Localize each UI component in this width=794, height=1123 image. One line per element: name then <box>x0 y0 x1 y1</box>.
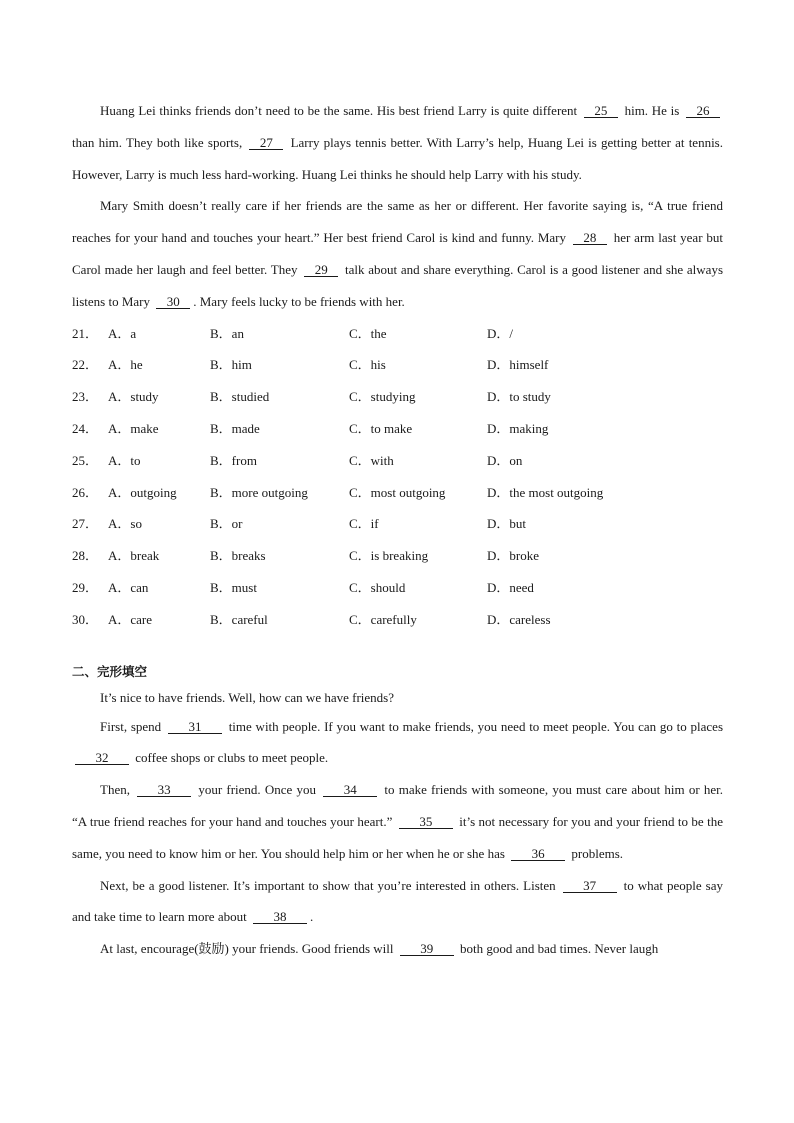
option-a: A．study <box>108 389 159 405</box>
option-c: C．with <box>349 452 394 468</box>
question-number: 26． <box>72 484 99 500</box>
text-span: him. He is <box>620 103 683 118</box>
question-row <box>72 381 723 413</box>
question-row <box>72 413 723 445</box>
option-d: D．but <box>487 516 527 532</box>
option-a: A．to <box>108 452 141 468</box>
question-row <box>72 508 723 540</box>
blank-36: 36 <box>511 846 565 861</box>
question-options-list <box>72 318 723 636</box>
option-d: D．making <box>487 420 549 436</box>
blank-39: 39 <box>400 941 454 956</box>
blank-37: 37 <box>563 878 617 893</box>
blank-31: 31 <box>168 719 222 734</box>
option-c: C．should <box>349 579 406 595</box>
option-c: C．carefully <box>349 611 417 627</box>
text-span: talk about and share everything. Carol is a good listener and she always listens to Mary <box>72 261 723 309</box>
text-span: First, spend <box>100 718 165 734</box>
text-span: than him. They both like sports, <box>72 134 247 150</box>
option-a: A．outgoing <box>108 484 177 500</box>
blank-25: 25 <box>584 103 618 118</box>
option-c: C．studying <box>349 389 416 405</box>
question-number: 24． <box>72 420 99 436</box>
text-span: coffee shops or clubs to meet people. <box>132 750 329 766</box>
passage1-paragraph1 <box>72 95 723 190</box>
question-number: 23． <box>72 389 99 405</box>
blank-28: 28 <box>573 230 607 245</box>
option-d: D．on <box>487 452 523 468</box>
text-span: At last, encourage(鼓励) your friends. Good friends will <box>100 941 397 957</box>
cloze-paragraph1: It’s nice to have friends. Well, how can we have friends? <box>100 689 394 705</box>
option-d: D．/ <box>487 325 514 341</box>
question-row <box>72 572 723 604</box>
option-c: C．if <box>349 516 379 532</box>
text-span: to what people say and take time to learn more about <box>72 877 723 925</box>
option-c: C．the <box>349 325 387 341</box>
option-b: B．or <box>210 516 243 532</box>
cloze-paragraph4 <box>72 870 723 934</box>
option-d: D．careless <box>487 611 551 627</box>
option-b: B．made <box>210 420 260 436</box>
cloze-paragraph5 <box>72 933 723 965</box>
cloze-paragraph3 <box>72 774 723 869</box>
cloze-paragraph2 <box>72 711 723 775</box>
text-span: time with people. If you want to make friends, you need to meet people. You can go to places <box>224 718 724 734</box>
option-d: D．to study <box>487 389 551 405</box>
text-span: both good and bad times. Never laugh <box>456 941 659 957</box>
option-b: B．careful <box>210 611 268 627</box>
option-d: D．the most outgoing <box>487 484 604 500</box>
text-span: Next, be a good listener. It’s important to show that you’re interested in others. Listen <box>100 877 560 893</box>
question-number: 25． <box>72 452 99 468</box>
text-span: to make friends with someone, you must care about him or her. “A true friend reaches for your hand and touches your heart.” <box>72 782 723 829</box>
option-b: B．more outgoing <box>210 484 308 500</box>
option-a: A．can <box>108 579 149 595</box>
option-a: A．make <box>108 420 159 436</box>
blank-34: 34 <box>323 782 377 797</box>
blank-29: 29 <box>304 262 338 277</box>
question-number: 30． <box>72 611 99 627</box>
blank-35: 35 <box>399 814 453 829</box>
text-span: Then, <box>100 782 135 798</box>
blank-33: 33 <box>137 782 191 797</box>
option-c: C．to make <box>349 420 413 436</box>
question-number: 29． <box>72 579 99 595</box>
question-row <box>72 318 723 350</box>
option-d: D．himself <box>487 357 549 373</box>
question-number: 27． <box>72 516 99 532</box>
option-b: B．from <box>210 452 257 468</box>
text-span: Huang Lei thinks friends don’t need to be the same. His best friend Larry is quite different <box>100 103 581 118</box>
cloze-section <box>72 684 723 965</box>
section-heading: 二、完形填空 <box>72 663 148 679</box>
option-c: C．his <box>349 357 386 373</box>
blank-38: 38 <box>253 909 307 924</box>
option-a: A．he <box>108 357 143 373</box>
text-span: it’s not necessary for you and your friend to be the same, you need to know him or her. You should help him or her when he or she has <box>72 813 723 861</box>
passage1-paragraph2 <box>72 190 723 317</box>
option-d: D．need <box>487 579 534 595</box>
blank-26: 26 <box>686 103 720 118</box>
blank-30: 30 <box>156 294 190 309</box>
text-span: Larry plays tennis better. With Larry’s help, Huang Lei is getting better at tennis. However, Larry is much less hard-working. Huang Lei thinks he should help Larry with his study. <box>72 134 723 182</box>
blank-32: 32 <box>75 750 129 765</box>
text-span: . <box>309 909 314 925</box>
text-span: her arm last year but Carol made her laugh and feel better. They <box>72 230 723 277</box>
option-a: A．a <box>108 325 137 341</box>
document-page <box>72 95 723 965</box>
option-c: C．is breaking <box>349 548 429 564</box>
option-b: B．him <box>210 357 252 373</box>
question-number: 21． <box>72 325 99 341</box>
option-a: A．care <box>108 611 153 627</box>
text-span: . Mary feels lucky to be friends with her. <box>193 293 405 309</box>
text-span: Mary Smith doesn’t really care if her friends are the same as her or different. Her favorite saying is, “A true friend reaches for your hand and touches your heart.” Her best friend Carol is kind and funny. Mary <box>72 198 723 246</box>
option-b: B．an <box>210 325 244 341</box>
option-b: B．breaks <box>210 548 266 564</box>
text-span: problems. <box>568 845 624 861</box>
question-row <box>72 349 723 381</box>
option-a: A．so <box>108 516 142 532</box>
question-number: 22． <box>72 357 99 373</box>
blank-27: 27 <box>249 135 283 150</box>
option-c: C．most outgoing <box>349 484 446 500</box>
question-number: 28． <box>72 548 99 564</box>
option-b: B．studied <box>210 389 270 405</box>
question-row <box>72 540 723 572</box>
question-row <box>72 604 723 636</box>
text-span: your friend. Once you <box>194 782 321 798</box>
question-row <box>72 445 723 477</box>
option-b: B．must <box>210 579 257 595</box>
option-d: D．broke <box>487 548 539 564</box>
option-a: A．break <box>108 548 160 564</box>
question-row <box>72 477 723 509</box>
